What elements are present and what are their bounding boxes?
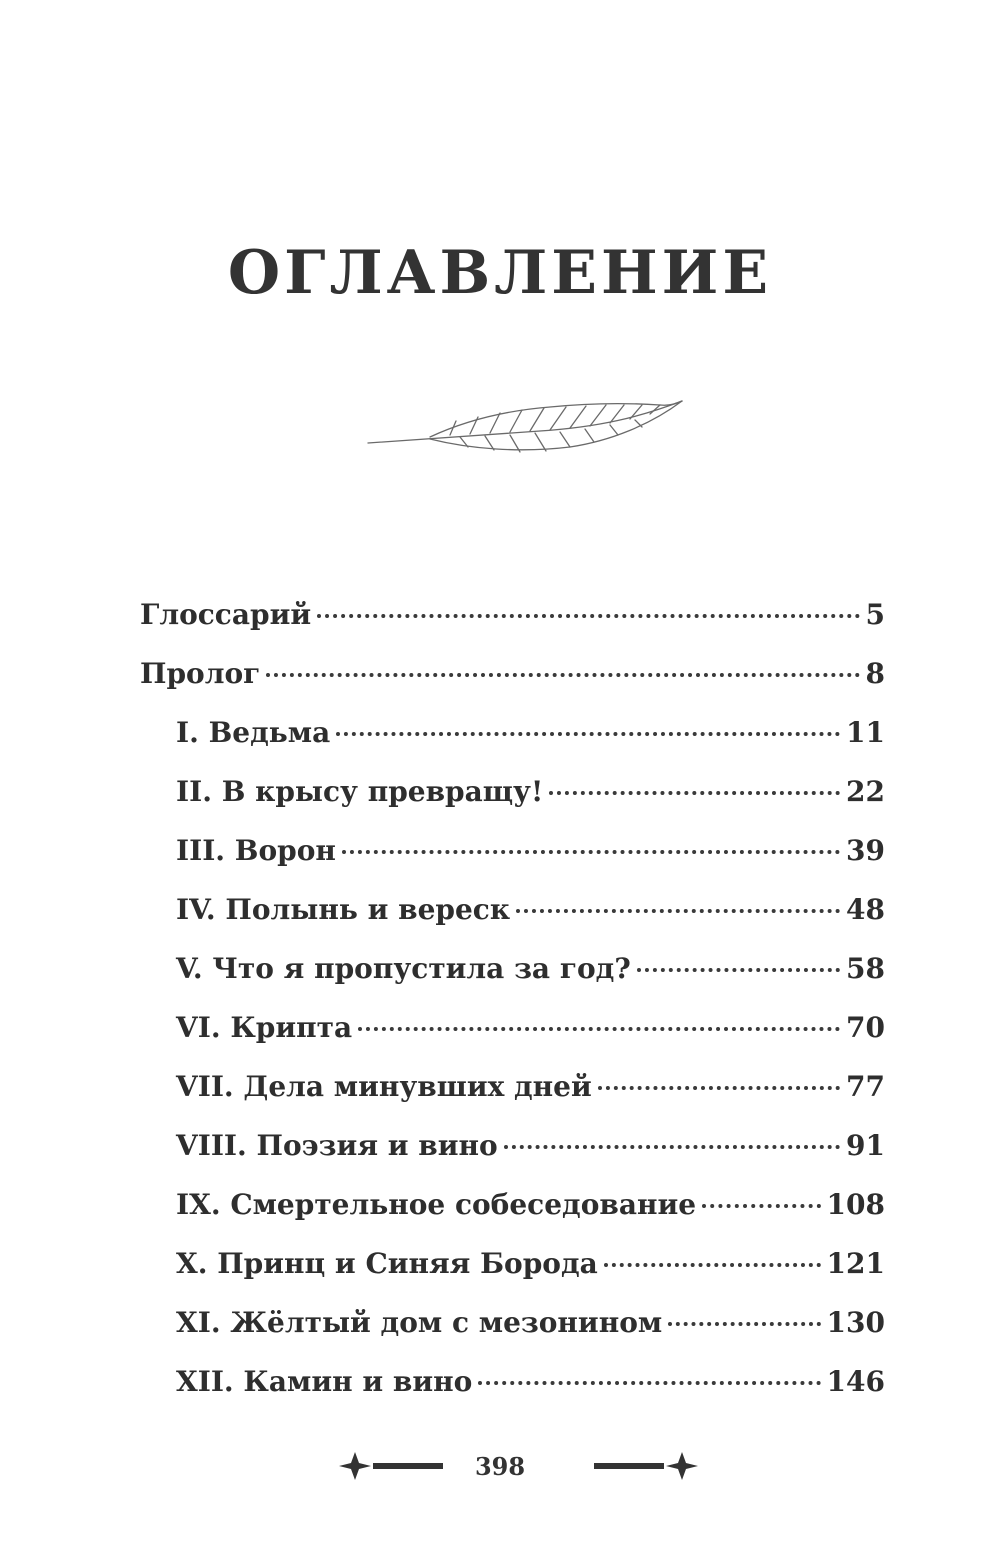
toc-row[interactable] [176,821,885,880]
toc-row[interactable] [176,703,885,762]
toc-leader-dots [702,1204,820,1208]
toc-entry-page: 5 [865,598,885,631]
toc-leader-dots [516,909,840,913]
toc-entry-page: 8 [865,657,885,690]
toc-entry-page: 91 [846,1129,885,1162]
toc-leader-dots [336,732,840,736]
toc-entry-page: 146 [826,1365,885,1398]
toc-entry-label: I. Ведьма [176,716,331,749]
toc-leader-dots [342,850,840,854]
feather-icon [360,395,690,465]
toc-row[interactable] [176,998,885,1057]
toc-entry-label: X. Принц и Синяя Борода [176,1247,598,1280]
toc-row[interactable] [140,644,885,703]
toc-row[interactable] [176,1116,885,1175]
toc-row[interactable] [176,1175,885,1234]
toc-leader-dots [504,1145,840,1149]
toc-row[interactable] [176,1234,885,1293]
toc-entry-label: Пролог [140,657,261,690]
toc-entry-page: 58 [846,952,885,985]
page-title: ОГЛАВЛЕНИЕ [227,238,773,308]
toc-leader-dots [668,1322,820,1326]
table-of-contents [140,585,885,1411]
toc-leader-dots [598,1086,840,1090]
toc-entry-label: IV. Полынь и вереск [176,893,511,926]
toc-entry-page: 70 [846,1011,885,1044]
toc-entry-page: 108 [826,1188,885,1221]
toc-row[interactable] [176,880,885,939]
toc-row[interactable] [176,762,885,821]
toc-entry-label: VII. Дела минувших дней [176,1070,592,1103]
toc-entry-page: 11 [846,716,885,749]
toc-entry-page: 22 [846,775,885,808]
toc-entry-label: IX. Смертельное собеседование [176,1188,697,1221]
page-footer [0,1448,1000,1488]
toc-leader-dots [604,1263,821,1267]
toc-entry-label: VIII. Поэзия и вино [176,1129,498,1162]
toc-row[interactable] [176,1352,885,1411]
toc-leader-dots [358,1027,840,1031]
toc-leader-dots [317,614,859,618]
toc-entry-page: 39 [846,834,885,867]
toc-leader-dots [478,1381,820,1385]
toc-row[interactable] [140,585,885,644]
toc-entry-label: Глоссарий [140,598,312,631]
toc-entry-page: 121 [826,1247,885,1280]
toc-entry-label: III. Ворон [176,834,336,867]
toc-row[interactable] [176,939,885,998]
toc-entry-label: XI. Жёлтый дом с мезонином [176,1306,663,1339]
toc-entry-page: 77 [846,1070,885,1103]
toc-leader-dots [266,673,859,677]
toc-leader-dots [637,968,840,972]
toc-entry-label: XII. Камин и вино [176,1365,473,1398]
toc-entry-page: 48 [846,893,885,926]
toc-entry-label: VI. Крипта [176,1011,353,1044]
toc-row[interactable] [176,1057,885,1116]
toc-row[interactable] [176,1293,885,1352]
toc-leader-dots [549,791,840,795]
page-number: 398 [474,1452,526,1481]
toc-entry-label: V. Что я пропустила за год? [176,952,631,985]
line-star-ornament-icon [592,1448,702,1484]
toc-entry-label: II. В крысу превращу! [176,775,544,808]
toc-entry-page: 130 [826,1306,885,1339]
